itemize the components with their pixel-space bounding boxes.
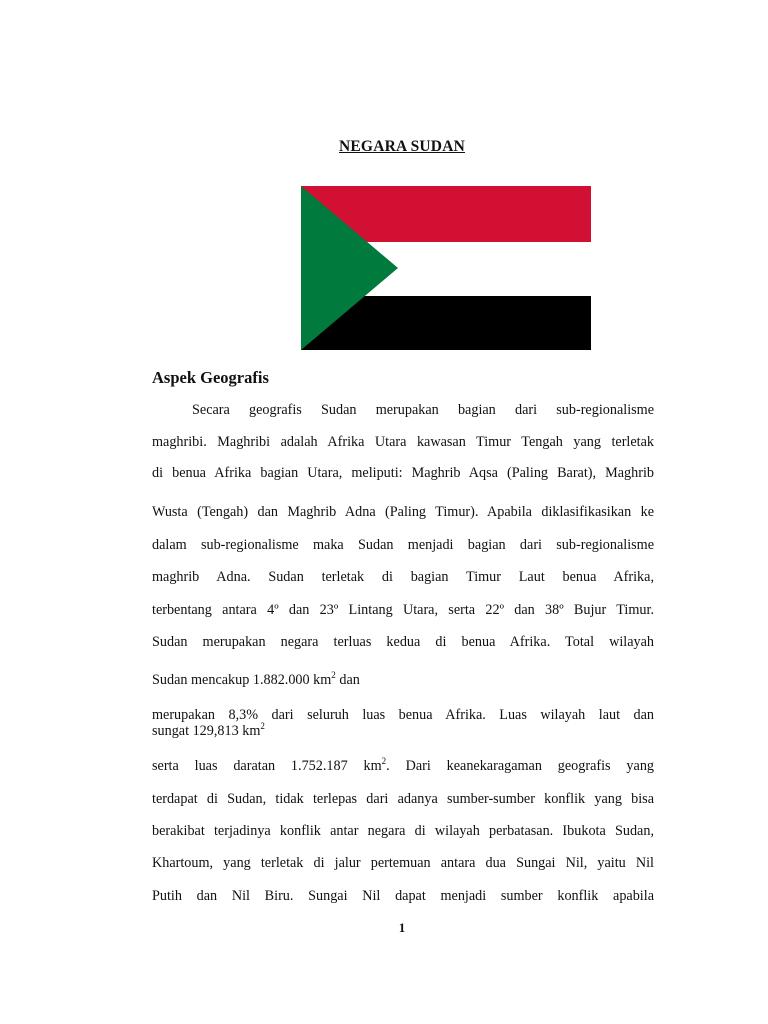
line-text: dan	[335, 672, 360, 688]
paragraph-line: Sudan merupakan negara terluas kedua di benua Afrika. Total wilayah	[152, 634, 654, 650]
line-text: . Dari keanekaragaman geografis yang	[386, 758, 655, 774]
line-text: sungat 129,813 km	[152, 723, 261, 739]
paragraph-line: terbentang antara 4º dan 23º Lintang Utara, serta 22º dan 38º Bujur Timur.	[152, 602, 654, 618]
section-heading: Aspek Geografis	[152, 368, 269, 387]
paragraph-line: maghribi. Maghribi adalah Afrika Utara kawasan Timur Tengah yang terletak	[152, 434, 654, 450]
paragraph-line: Putih dan Nil Biru. Sungai Nil dapat menjadi sumber konflik apabila	[152, 888, 654, 904]
paragraph-line	[152, 671, 654, 689]
paragraph-line: di benua Afrika bagian Utara, meliputi: Maghrib Aqsa (Paling Barat), Maghrib	[152, 465, 654, 481]
paragraph-line: berakibat terjadinya konflik antar negara di wilayah perbatasan. Ibukota Sudan,	[152, 823, 654, 839]
sudan-flag-image	[301, 186, 591, 350]
line-text: serta luas daratan 1.752.187 km	[152, 758, 382, 774]
superscript: 2	[331, 670, 336, 680]
line-text: Sudan mencakup 1.882.000 km	[152, 672, 332, 688]
document-title: NEGARA SUDAN	[339, 138, 465, 155]
paragraph-line: Khartoum, yang terletak di jalur pertemuan antara dua Sungai Nil, yaitu Nil	[152, 855, 654, 871]
paragraph-line	[152, 757, 654, 775]
paragraph-line	[152, 722, 654, 740]
paragraph-line: maghrib Adna. Sudan terletak di bagian Timur Laut benua Afrika,	[152, 569, 654, 585]
flag-green-triangle	[301, 186, 401, 350]
paragraph-line: Secara geografis Sudan merupakan bagian dari sub-regionalisme	[192, 402, 654, 418]
paragraph-line: Wusta (Tengah) dan Maghrib Adna (Paling Timur). Apabila diklasifikasikan ke	[152, 504, 654, 520]
paragraph-line: merupakan 8,3% dari seluruh luas benua Afrika. Luas wilayah laut dan	[152, 707, 654, 723]
page-number: 1	[398, 920, 406, 935]
superscript: 2	[260, 721, 265, 731]
paragraph-line: dalam sub-regionalisme maka Sudan menjadi bagian dari sub-regionalisme	[152, 537, 654, 553]
superscript: 2	[381, 756, 387, 766]
paragraph-line: terdapat di Sudan, tidak terlepas dari adanya sumber-sumber konflik yang bisa	[152, 791, 654, 807]
